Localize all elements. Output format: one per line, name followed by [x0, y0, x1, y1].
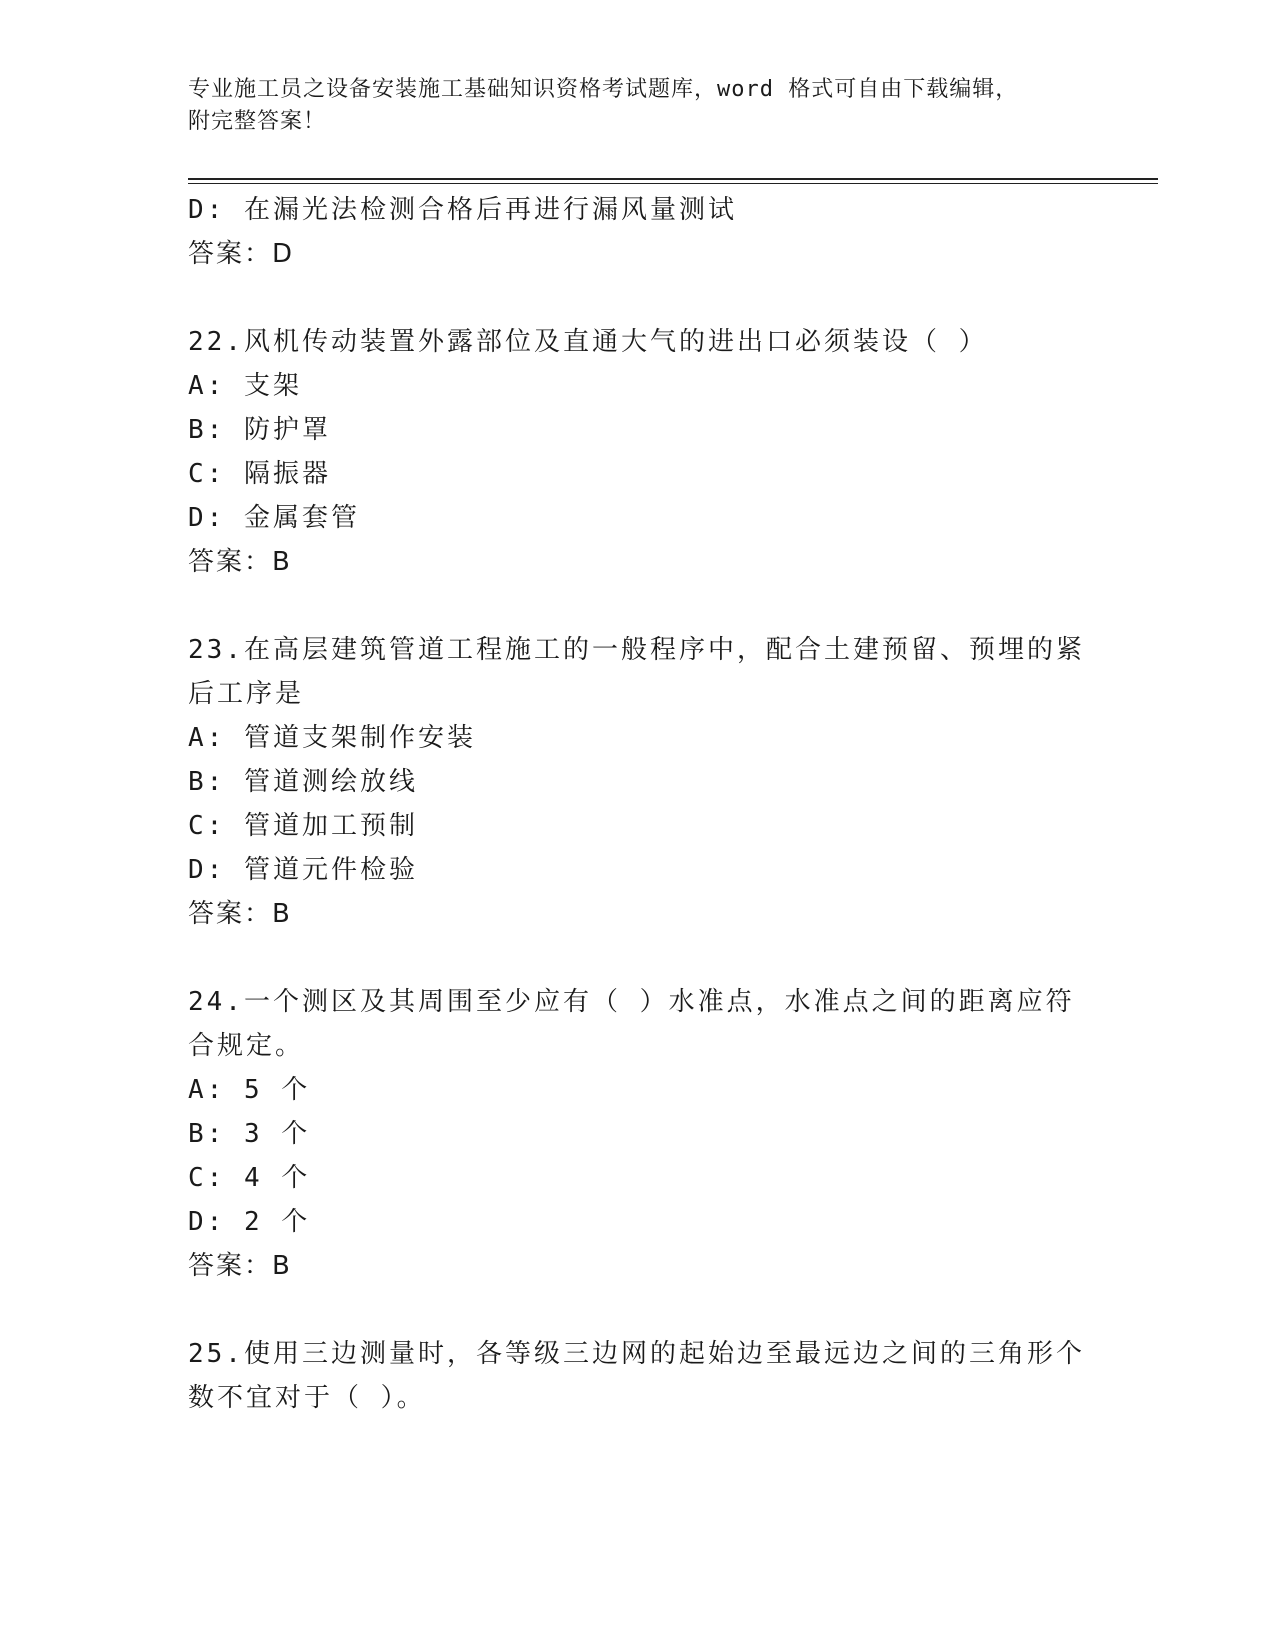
- document-header: [188, 74, 1088, 138]
- q21-option-d: D: 在漏光法检测合格后再进行漏风量测试: [188, 195, 737, 225]
- q22-option-c: C: 隔振器: [188, 459, 331, 489]
- header-line-2: 附完整答案！: [188, 109, 327, 134]
- header-divider-thin: [188, 183, 1158, 184]
- q24-option-b: B: 3 个: [188, 1119, 311, 1149]
- q24-option-a: A: 5 个: [188, 1075, 311, 1105]
- q22-answer: 答案：B: [188, 547, 292, 577]
- q23-answer: 答案：B: [188, 899, 292, 929]
- q23-option-b: B: 管道测绘放线: [188, 767, 418, 797]
- q25-stem-line-2: 数不宜对于（ ）。: [188, 1383, 426, 1413]
- q24-option-c: C: 4 个: [188, 1163, 311, 1193]
- q24-stem-line-1: 24.一个测区及其周围至少应有（ ）水准点，水准点之间的距离应符: [188, 987, 1075, 1017]
- header-divider-thick: [188, 178, 1158, 180]
- header-line-1: 专业施工员之设备安装施工基础知识资格考试题库，word 格式可自由下载编辑，: [188, 77, 1019, 102]
- q23-option-d: D: 管道元件检验: [188, 855, 418, 885]
- q23-option-c: C: 管道加工预制: [188, 811, 418, 841]
- q24-option-d: D: 2 个: [188, 1207, 311, 1237]
- q23-stem-line-2: 后工序是: [188, 679, 305, 709]
- q22-option-b: B: 防护罩: [188, 415, 331, 445]
- q24-stem-line-2: 合规定。: [188, 1031, 305, 1061]
- q23-stem-line-1: 23.在高层建筑管道工程施工的一般程序中，配合土建预留、预埋的紧: [188, 635, 1085, 665]
- q24-answer: 答案：B: [188, 1251, 292, 1281]
- q22-stem: 22.风机传动装置外露部位及直通大气的进出口必须装设（ ）: [188, 327, 988, 357]
- q25-stem-line-1: 25.使用三边测量时，各等级三边网的起始边至最远边之间的三角形个: [188, 1339, 1085, 1369]
- q22-option-d: D: 金属套管: [188, 503, 360, 533]
- q23-option-a: A: 管道支架制作安装: [188, 723, 476, 753]
- q22-option-a: A: 支架: [188, 371, 302, 401]
- q21-answer: 答案：D: [188, 239, 295, 269]
